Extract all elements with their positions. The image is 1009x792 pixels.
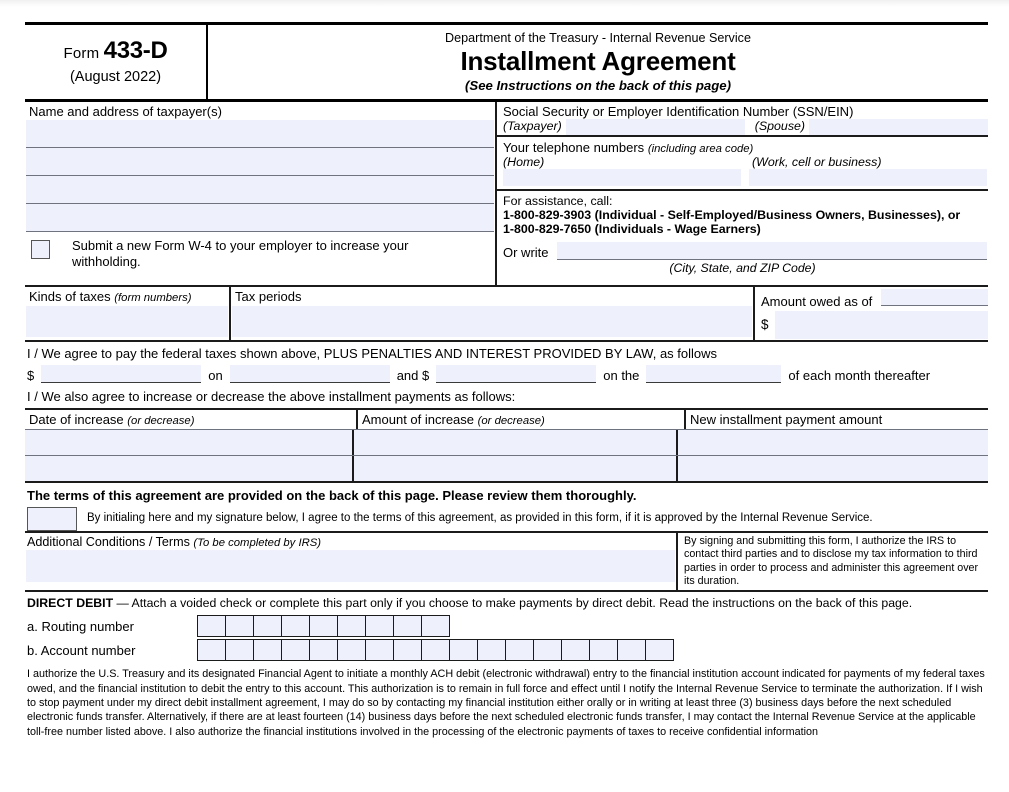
telephone-caption-italic: (including area code) (647, 143, 754, 155)
cell-amount-of-increase-1[interactable] (354, 430, 678, 455)
taxpayer-contact-block (497, 102, 988, 285)
name-address-input-1[interactable] (26, 120, 494, 148)
form-label: Form (63, 45, 100, 62)
telephone-inputs-row (497, 169, 988, 186)
column-header-date-of-increase (25, 410, 358, 429)
or-write-row (497, 239, 988, 260)
telephone-home-input[interactable] (503, 169, 741, 186)
page-title: Installment Agreement (460, 46, 736, 76)
additional-conditions-label (25, 533, 676, 550)
kinds-of-taxes-label (25, 287, 229, 306)
amount-owed-value-row (755, 309, 988, 340)
column-header-amount-of-increase (358, 410, 686, 429)
direct-debit-heading-rest: — Attach a voided check or complete this part only if you choose to make payments by direct debit. Read the instructions on the back of this page. (116, 596, 913, 611)
assistance-group (497, 191, 988, 239)
telephone-home-label: (Home) (503, 155, 545, 169)
amount-owed-date-row (755, 287, 988, 309)
account-number-digit-13[interactable] (533, 639, 562, 661)
account-number-row (25, 639, 988, 661)
kinds-of-taxes-cell (25, 287, 231, 340)
amount-owed-date-input[interactable] (881, 289, 988, 306)
additional-conditions-input[interactable] (26, 550, 675, 582)
routing-number-digit-5[interactable] (309, 615, 338, 637)
name-address-input-3[interactable] (26, 176, 494, 204)
ssn-caption: Social Security or Employer Identification Number (SSN/EIN) (503, 104, 854, 119)
name-address-input-4[interactable] (26, 204, 494, 232)
account-number-digit-15[interactable] (589, 639, 618, 661)
account-number-digit-7[interactable] (365, 639, 394, 661)
routing-number-digit-2[interactable] (225, 615, 254, 637)
payment-on-label: on (208, 368, 223, 383)
account-number-digit-8[interactable] (393, 639, 422, 661)
account-number-digit-9[interactable] (421, 639, 450, 661)
ssn-taxpayer-label: (Taxpayer) (503, 119, 562, 133)
increase-table-header (25, 410, 988, 429)
amount-owed-input[interactable] (775, 311, 988, 339)
column-header-new-payment-main: New installment payment amount (690, 412, 883, 427)
column-header-date-italic: (or decrease) (127, 415, 195, 427)
account-number-digit-14[interactable] (561, 639, 590, 661)
telephone-caption (497, 137, 988, 155)
additional-conditions-label-italic: (To be completed by IRS) (193, 537, 322, 549)
ssn-row (497, 119, 988, 135)
telephone-work-label: (Work, cell or business) (752, 155, 882, 169)
payment-day-of-month-input[interactable] (646, 365, 781, 383)
account-number-label: b. Account number (27, 642, 136, 658)
cell-new-payment-2[interactable] (678, 456, 988, 481)
column-header-date-main: Date of increase (29, 412, 124, 427)
tax-periods-label: Tax periods (235, 289, 302, 304)
telephone-work-input[interactable] (749, 169, 987, 186)
w4-checkbox[interactable] (31, 240, 50, 259)
table-row (25, 455, 988, 481)
column-header-amount-italic: (or decrease) (477, 415, 545, 427)
direct-debit-intro (25, 592, 988, 615)
account-number-digit-16[interactable] (617, 639, 646, 661)
name-address-input-2[interactable] (26, 148, 494, 176)
payment-start-date-input[interactable] (230, 365, 390, 383)
routing-number-digit-1[interactable] (197, 615, 226, 637)
routing-number-digit-8[interactable] (393, 615, 422, 637)
amount-owed-dollar-sign: $ (761, 317, 769, 332)
routing-number-input[interactable] (197, 615, 449, 637)
tax-periods-cell (231, 287, 755, 340)
account-number-digit-6[interactable] (337, 639, 366, 661)
taxes-section (25, 287, 988, 342)
form-header (25, 22, 988, 102)
or-write-label: Or write (503, 244, 549, 260)
increase-decrease-table (25, 408, 988, 483)
account-number-digit-2[interactable] (225, 639, 254, 661)
or-write-input[interactable] (557, 242, 988, 260)
telephone-group (497, 137, 988, 186)
payment-tail-label: of each month thereafter (788, 368, 931, 383)
kinds-of-taxes-label-italic: (form numbers) (114, 292, 192, 304)
payment-on-the-label: on the (603, 368, 640, 383)
account-number-digit-17[interactable] (645, 639, 674, 661)
initials-input[interactable] (27, 507, 77, 531)
third-party-disclosure-text: By signing and submitting this form, I authorize the IRS to contact third parties and to disclose my tax information to third parties in order to process and administer this agreement over its duration. (684, 535, 979, 587)
tax-periods-input[interactable] (232, 306, 752, 337)
additional-conditions-label-main: Additional Conditions / Terms (27, 535, 190, 549)
routing-number-digit-7[interactable] (365, 615, 394, 637)
telephone-caption-main: Your telephone numbers (503, 140, 645, 155)
kinds-of-taxes-input[interactable] (26, 306, 228, 337)
name-address-caption: Name and address of taxpayer(s) (29, 104, 222, 119)
assistance-phone-1: 1-800-829-3903 (Individual - Self-Employed/Business Owners, Businesses), or (503, 208, 961, 222)
account-number-digit-12[interactable] (505, 639, 534, 661)
routing-number-label: a. Routing number (27, 618, 134, 634)
ssn-spouse-input[interactable] (809, 119, 988, 135)
ssn-group (497, 102, 988, 135)
initial-agreement-row (25, 507, 988, 533)
payment-amount-input[interactable] (41, 365, 201, 383)
ssn-spouse-label: (Spouse) (754, 119, 806, 133)
ssn-taxpayer-input[interactable] (566, 119, 745, 135)
routing-number-digit-3[interactable] (253, 615, 282, 637)
direct-debit-heading: DIRECT DEBIT (27, 596, 114, 611)
amount-owed-label: Amount owed as of (761, 294, 873, 309)
cell-new-payment-1[interactable] (678, 430, 988, 455)
form-number-line (63, 37, 167, 65)
cell-date-of-increase-2[interactable] (25, 456, 354, 481)
telephone-labels-row (497, 155, 988, 169)
column-header-amount-main: Amount of increase (362, 412, 475, 427)
instructions-note: (See Instructions on the back of this page) (465, 78, 731, 93)
additional-conditions-section (25, 533, 988, 592)
account-number-input[interactable] (197, 639, 673, 661)
routing-number-row (25, 615, 988, 637)
account-number-digit-4[interactable] (281, 639, 310, 661)
kinds-of-taxes-label-main: Kinds of taxes (29, 289, 111, 304)
account-number-digit-3[interactable] (253, 639, 282, 661)
additional-conditions-block (25, 533, 678, 590)
department-line: Department of the Treasury - Internal Revenue Service (445, 31, 751, 45)
cell-amount-of-increase-2[interactable] (354, 456, 678, 481)
account-number-digit-10[interactable] (449, 639, 478, 661)
payment-and-dollar-label: and $ (396, 368, 430, 383)
routing-number-digit-4[interactable] (281, 615, 310, 637)
city-state-zip-caption: (City, State, and ZIP Code) (669, 260, 816, 275)
table-row (25, 429, 988, 455)
increase-decrease-statement: I / We also agree to increase or decrease the above installment payments as follows: (27, 389, 516, 404)
terms-heading: The terms of this agreement are provided on the back of this page. Please review them thoroughly. (27, 488, 637, 503)
account-number-digit-11[interactable] (477, 639, 506, 661)
routing-number-digit-6[interactable] (337, 615, 366, 637)
assistance-phone-2: 1-800-829-7650 (Individuals - Wage Earners) (503, 222, 761, 237)
column-header-new-payment (686, 410, 988, 429)
form-identifier-block (25, 25, 208, 99)
amount-owed-cell (755, 287, 988, 340)
form-title-block (208, 25, 988, 99)
irs-form-433d (25, 22, 988, 739)
ach-authorization-text: I authorize the U.S. Treasury and its designated Financial Agent to initiate a monthly ACH debit (electronic withdrawal) entry to the financial institution account indicated for payments of my federal taxes owed, and the financial institution to debit the entry to this account. This authorization is to remain in full force and effect until I notify the Internal Revenue Service to terminate the authorization. If I wish to stop payment under my direct debit installment agreement, I may do so by contacting my financial institution either orally or in writing at least three (3) business days before the next scheduled electronic funds transfer. Alternatively, if there are at least fourteen (14) business days before the next scheduled electronic funds transfer, I may contact the Internal Revenue Service at the applicable toll-free number listed above. I also authorize the financial institutions involved in the processing of the electronic payments of taxes to receive confidential information (27, 668, 985, 738)
agreement-statement: I / We agree to pay the federal taxes shown above, PLUS PENALTIES AND INTEREST PROVIDED BY LAW, as follows (27, 346, 718, 361)
name-address-block (25, 102, 497, 285)
initial-agreement-text: By initialing here and my signature below, I agree to the terms of this agreement, as provided in this form, if it is approved by the Internal Revenue Service. (87, 512, 873, 524)
w4-label: Submit a new Form W-4 to your employer to increase your withholding. (72, 238, 409, 269)
payment-amount-dollar: $ (27, 368, 35, 383)
routing-number-digit-9[interactable] (421, 615, 450, 637)
assistance-caption: For assistance, call: (503, 194, 613, 208)
payment-terms-row (25, 363, 988, 386)
account-number-digit-1[interactable] (197, 639, 226, 661)
cell-date-of-increase-1[interactable] (25, 430, 354, 455)
form-revision-date: (August 2022) (69, 69, 162, 85)
payment-recurring-amount-input[interactable] (436, 365, 596, 383)
identity-section (25, 102, 988, 287)
form-number: 433-D (103, 37, 168, 64)
window-top-edge (0, 0, 1009, 7)
w4-checkbox-row[interactable] (25, 232, 495, 285)
account-number-digit-5[interactable] (309, 639, 338, 661)
